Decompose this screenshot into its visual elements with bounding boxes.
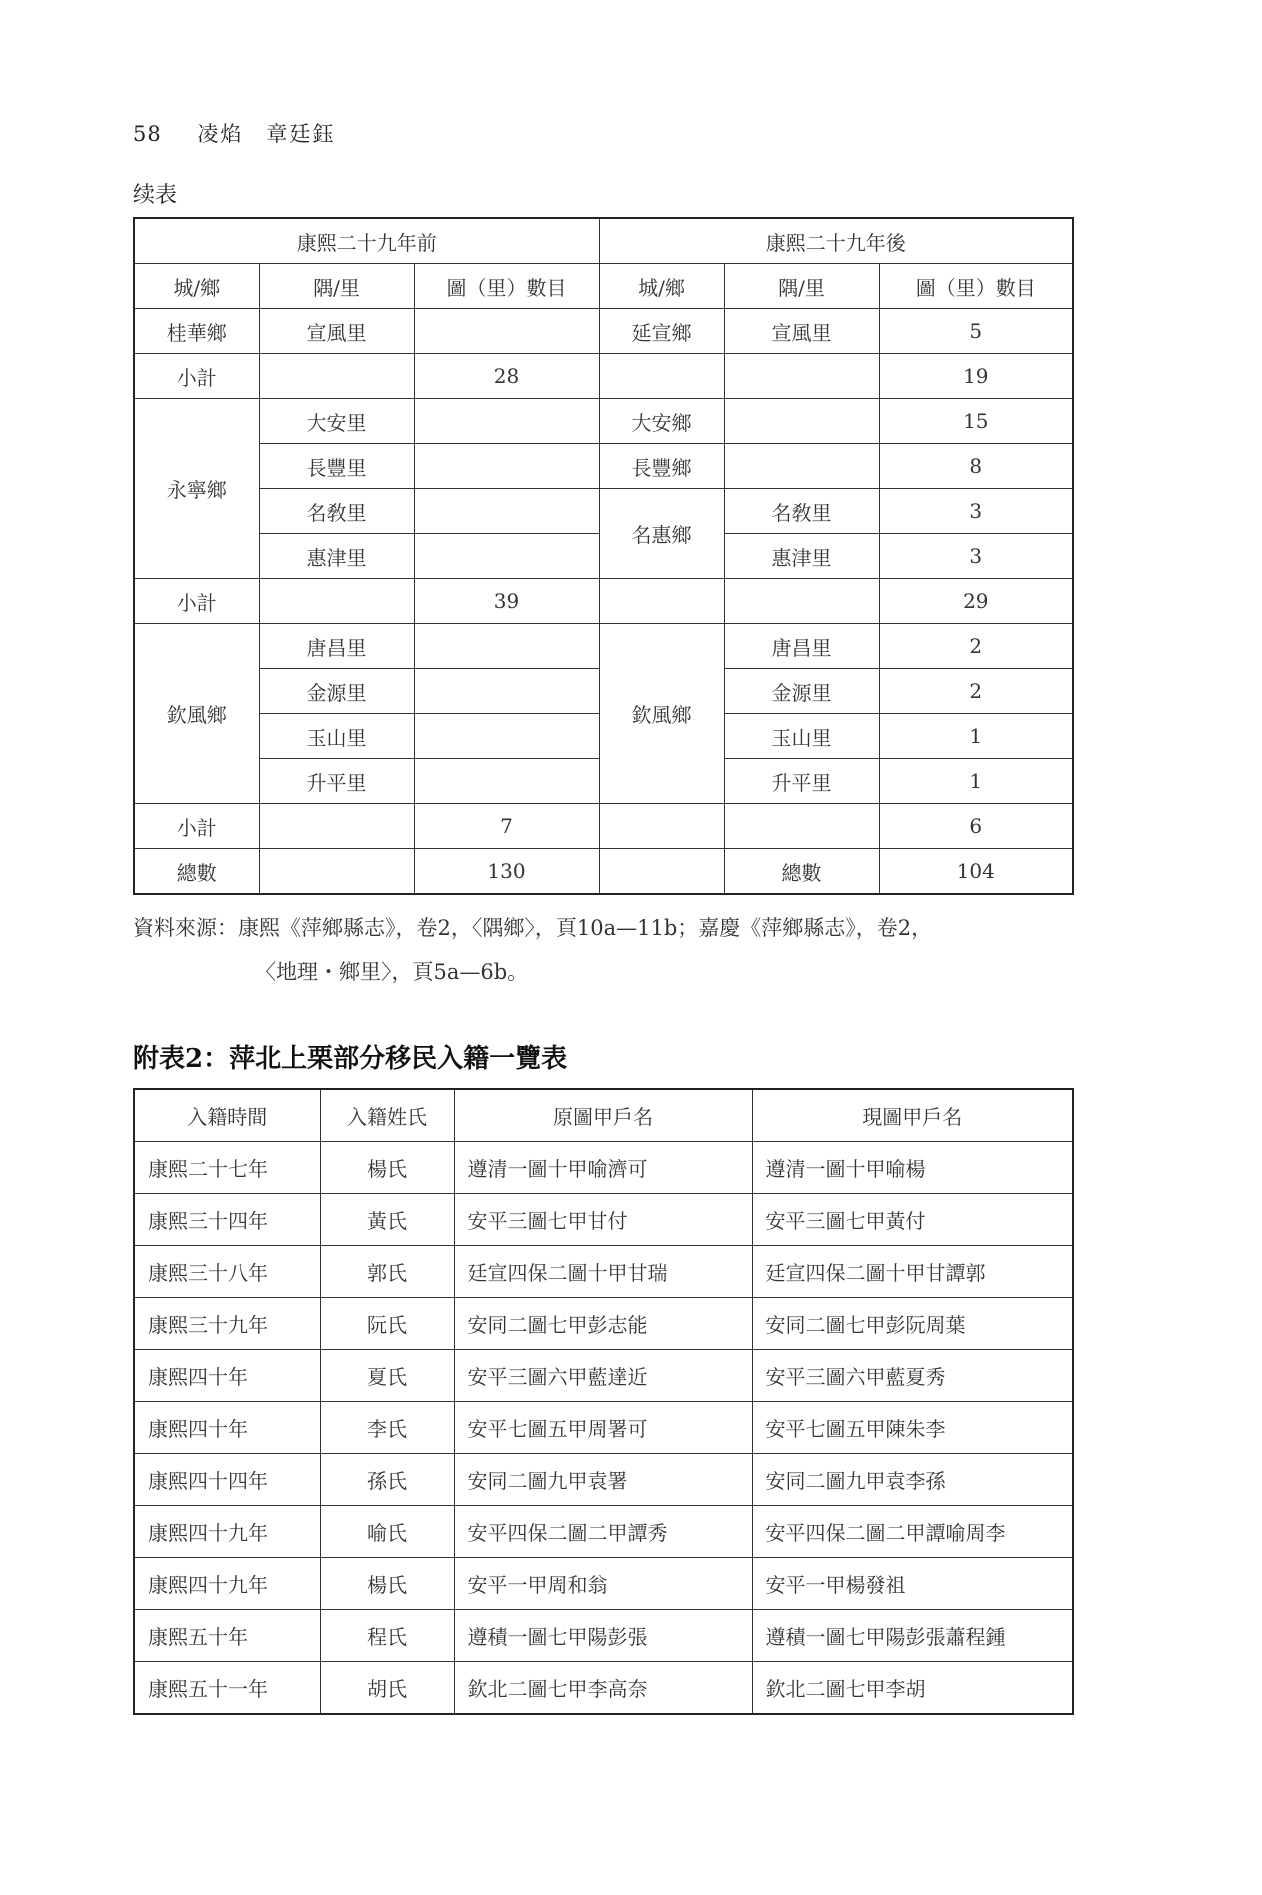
table-cell: 39	[414, 579, 599, 624]
table-cell: 康熙五十一年	[134, 1662, 320, 1715]
source-line-1: 資料來源：康熙《萍鄉縣志》，卷2，〈隅鄉〉，頁10a—11b；嘉慶《萍鄉縣志》，卷2，	[133, 916, 933, 940]
table-cell: 阮氏	[320, 1298, 454, 1350]
table-cell	[414, 669, 599, 714]
table-cell: 總數	[134, 849, 259, 895]
table-cell: 小計	[134, 579, 259, 624]
table-cell: 欽北二圖七甲李高奈	[454, 1662, 752, 1715]
table-cell	[259, 354, 414, 399]
source-note	[133, 906, 1073, 994]
table-cell: 2	[879, 624, 1073, 669]
table-cell: 3	[879, 534, 1073, 579]
table-cell: 金源里	[724, 669, 879, 714]
table-cell: 大安里	[259, 399, 414, 444]
table-row	[134, 1142, 1073, 1194]
table-cell: 康熙四十年	[134, 1350, 320, 1402]
table-row	[134, 1194, 1073, 1246]
table-cell: 安平三圖七甲甘付	[454, 1194, 752, 1246]
table-row	[134, 444, 1073, 489]
table-row	[134, 309, 1073, 354]
table-row	[134, 624, 1073, 669]
continued-table-label: 续表	[133, 183, 178, 208]
table-cell: 升平里	[724, 759, 879, 804]
table-cell: 小計	[134, 804, 259, 849]
table-cell	[724, 804, 879, 849]
table-cell	[414, 399, 599, 444]
table-cell: 金源里	[259, 669, 414, 714]
table-cell: 康熙三十八年	[134, 1246, 320, 1298]
table-cell	[724, 354, 879, 399]
table-cell: 遵積一圖七甲陽彭張蕭程鍾	[752, 1610, 1073, 1662]
table-cell: 15	[879, 399, 1073, 444]
table-cell: 小計	[134, 354, 259, 399]
li-counts-table	[133, 217, 1074, 895]
table-row	[134, 1402, 1073, 1454]
table-cell: 唐昌里	[724, 624, 879, 669]
table-cell: 7	[414, 804, 599, 849]
column-header: 隅/里	[259, 264, 414, 309]
table-cell: 康熙二十七年	[134, 1142, 320, 1194]
table-cell: 延宣鄉	[599, 309, 724, 354]
table-row	[134, 1350, 1073, 1402]
column-header: 入籍姓氏	[320, 1089, 454, 1142]
table-row	[134, 1454, 1073, 1506]
table-cell: 名敎里	[724, 489, 879, 534]
table-cell: 喻氏	[320, 1506, 454, 1558]
table-cell: 安平七圖五甲陳朱李	[752, 1402, 1073, 1454]
table-cell: 安平七圖五甲周署可	[454, 1402, 752, 1454]
table-cell	[414, 489, 599, 534]
total-row	[134, 849, 1073, 895]
table-cell: 長豐里	[259, 444, 414, 489]
column-header: 圖（里）數目	[879, 264, 1073, 309]
table-cell: 1	[879, 759, 1073, 804]
table-cell: 104	[879, 849, 1073, 895]
table-cell	[259, 579, 414, 624]
table-cell: 楊氏	[320, 1142, 454, 1194]
subtotal-row	[134, 579, 1073, 624]
table-cell: 安平三圖六甲藍夏秀	[752, 1350, 1073, 1402]
table-cell	[599, 579, 724, 624]
source-line-2: 〈地理・鄉里〉，頁5a—6b。	[255, 960, 529, 984]
table-cell: 安平四保二圖二甲譚喻周李	[752, 1506, 1073, 1558]
table-cell: 6	[879, 804, 1073, 849]
table-cell	[724, 399, 879, 444]
column-header: 隅/里	[724, 264, 879, 309]
table-row	[134, 1246, 1073, 1298]
table-cell: 康熙四十年	[134, 1402, 320, 1454]
table-cell: 安平一甲楊發祖	[752, 1558, 1073, 1610]
table-cell: 夏氏	[320, 1350, 454, 1402]
page-number: 58	[133, 122, 162, 146]
table-cell: 安同二圖九甲袁李孫	[752, 1454, 1073, 1506]
table-cell: 宣風里	[259, 309, 414, 354]
subtotal-row	[134, 804, 1073, 849]
table-row	[134, 1610, 1073, 1662]
running-header	[133, 118, 335, 148]
table-cell	[724, 579, 879, 624]
table-cell: 康熙三十九年	[134, 1298, 320, 1350]
table-cell	[259, 849, 414, 895]
table-cell: 李氏	[320, 1402, 454, 1454]
table-cell: 安平一甲周和翁	[454, 1558, 752, 1610]
group-header-after: 康熙二十九年後	[599, 218, 1073, 264]
table-cell: 安同二圖七甲彭志能	[454, 1298, 752, 1350]
table-cell: 遵積一圖七甲陽彭張	[454, 1610, 752, 1662]
table-cell: 安平三圖六甲藍達近	[454, 1350, 752, 1402]
table-cell: 惠津里	[724, 534, 879, 579]
group-header-before: 康熙二十九年前	[134, 218, 599, 264]
table-cell	[599, 354, 724, 399]
column-header: 城/鄉	[134, 264, 259, 309]
table-cell: 玉山里	[259, 714, 414, 759]
table-cell: 安同二圖七甲彭阮周葉	[752, 1298, 1073, 1350]
table-cell: 遵清一圖十甲喻楊	[752, 1142, 1073, 1194]
column-header: 城/鄉	[599, 264, 724, 309]
table-cell: 8	[879, 444, 1073, 489]
table-cell: 安平三圖七甲黃付	[752, 1194, 1073, 1246]
table-row	[134, 1298, 1073, 1350]
table-cell	[414, 534, 599, 579]
table-cell: 1	[879, 714, 1073, 759]
table-row	[134, 489, 1073, 534]
table-cell	[259, 804, 414, 849]
table-cell: 郭氏	[320, 1246, 454, 1298]
table-cell: 桂華鄉	[134, 309, 259, 354]
table-cell	[414, 714, 599, 759]
table-row	[134, 1558, 1073, 1610]
table-cell: 程氏	[320, 1610, 454, 1662]
table-column-header-row	[134, 1089, 1073, 1142]
table-cell: 遵清一圖十甲喻濟可	[454, 1142, 752, 1194]
table-cell: 玉山里	[724, 714, 879, 759]
table-cell	[414, 624, 599, 669]
merged-cell-qinfeng-before: 欽風鄉	[134, 624, 259, 804]
merged-cell-yongning: 永寧鄉	[134, 399, 259, 579]
merged-cell-qinfeng-after: 欽風鄉	[599, 624, 724, 804]
table-cell: 19	[879, 354, 1073, 399]
table-cell: 康熙四十四年	[134, 1454, 320, 1506]
table-row	[134, 399, 1073, 444]
table-cell	[414, 309, 599, 354]
table-cell: 安同二圖九甲袁署	[454, 1454, 752, 1506]
table-cell: 康熙四十九年	[134, 1558, 320, 1610]
table-cell: 3	[879, 489, 1073, 534]
table-cell: 康熙四十九年	[134, 1506, 320, 1558]
table-cell: 2	[879, 669, 1073, 714]
table2-title: 附表2：萍北上栗部分移民入籍一覽表	[133, 1044, 568, 1074]
table-cell: 29	[879, 579, 1073, 624]
table-cell: 名敎里	[259, 489, 414, 534]
column-header: 圖（里）數目	[414, 264, 599, 309]
table-cell: 康熙五十年	[134, 1610, 320, 1662]
table-cell: 宣風里	[724, 309, 879, 354]
table-cell	[414, 444, 599, 489]
table-cell: 廷宣四保二圖十甲甘譚郭	[752, 1246, 1073, 1298]
table-cell: 總數	[724, 849, 879, 895]
table-cell: 孫氏	[320, 1454, 454, 1506]
author-names: 凌焰 章廷鈺	[197, 122, 336, 146]
table-cell: 5	[879, 309, 1073, 354]
table-cell: 長豐鄉	[599, 444, 724, 489]
table-cell: 胡氏	[320, 1662, 454, 1715]
column-header: 入籍時間	[134, 1089, 320, 1142]
table-cell: 廷宣四保二圖十甲甘瑞	[454, 1246, 752, 1298]
column-header: 原圖甲戶名	[454, 1089, 752, 1142]
table-cell: 惠津里	[259, 534, 414, 579]
table-row	[134, 1506, 1073, 1558]
table-cell: 130	[414, 849, 599, 895]
table-cell	[599, 804, 724, 849]
table-cell	[724, 444, 879, 489]
table-cell: 大安鄉	[599, 399, 724, 444]
table-cell: 安平四保二圖二甲譚秀	[454, 1506, 752, 1558]
table-cell	[414, 759, 599, 804]
table-cell: 唐昌里	[259, 624, 414, 669]
table-cell: 欽北二圖七甲李胡	[752, 1662, 1073, 1715]
table-cell: 28	[414, 354, 599, 399]
migrant-registration-table	[133, 1088, 1074, 1715]
table-column-header-row	[134, 264, 1073, 309]
merged-cell-minghui: 名惠鄉	[599, 489, 724, 579]
table-cell: 楊氏	[320, 1558, 454, 1610]
table-cell	[599, 849, 724, 895]
table-group-header-row	[134, 218, 1073, 264]
table-cell: 康熙三十四年	[134, 1194, 320, 1246]
table-row	[134, 1662, 1073, 1715]
table-cell: 黃氏	[320, 1194, 454, 1246]
column-header: 現圖甲戶名	[752, 1089, 1073, 1142]
table-cell: 升平里	[259, 759, 414, 804]
subtotal-row	[134, 354, 1073, 399]
